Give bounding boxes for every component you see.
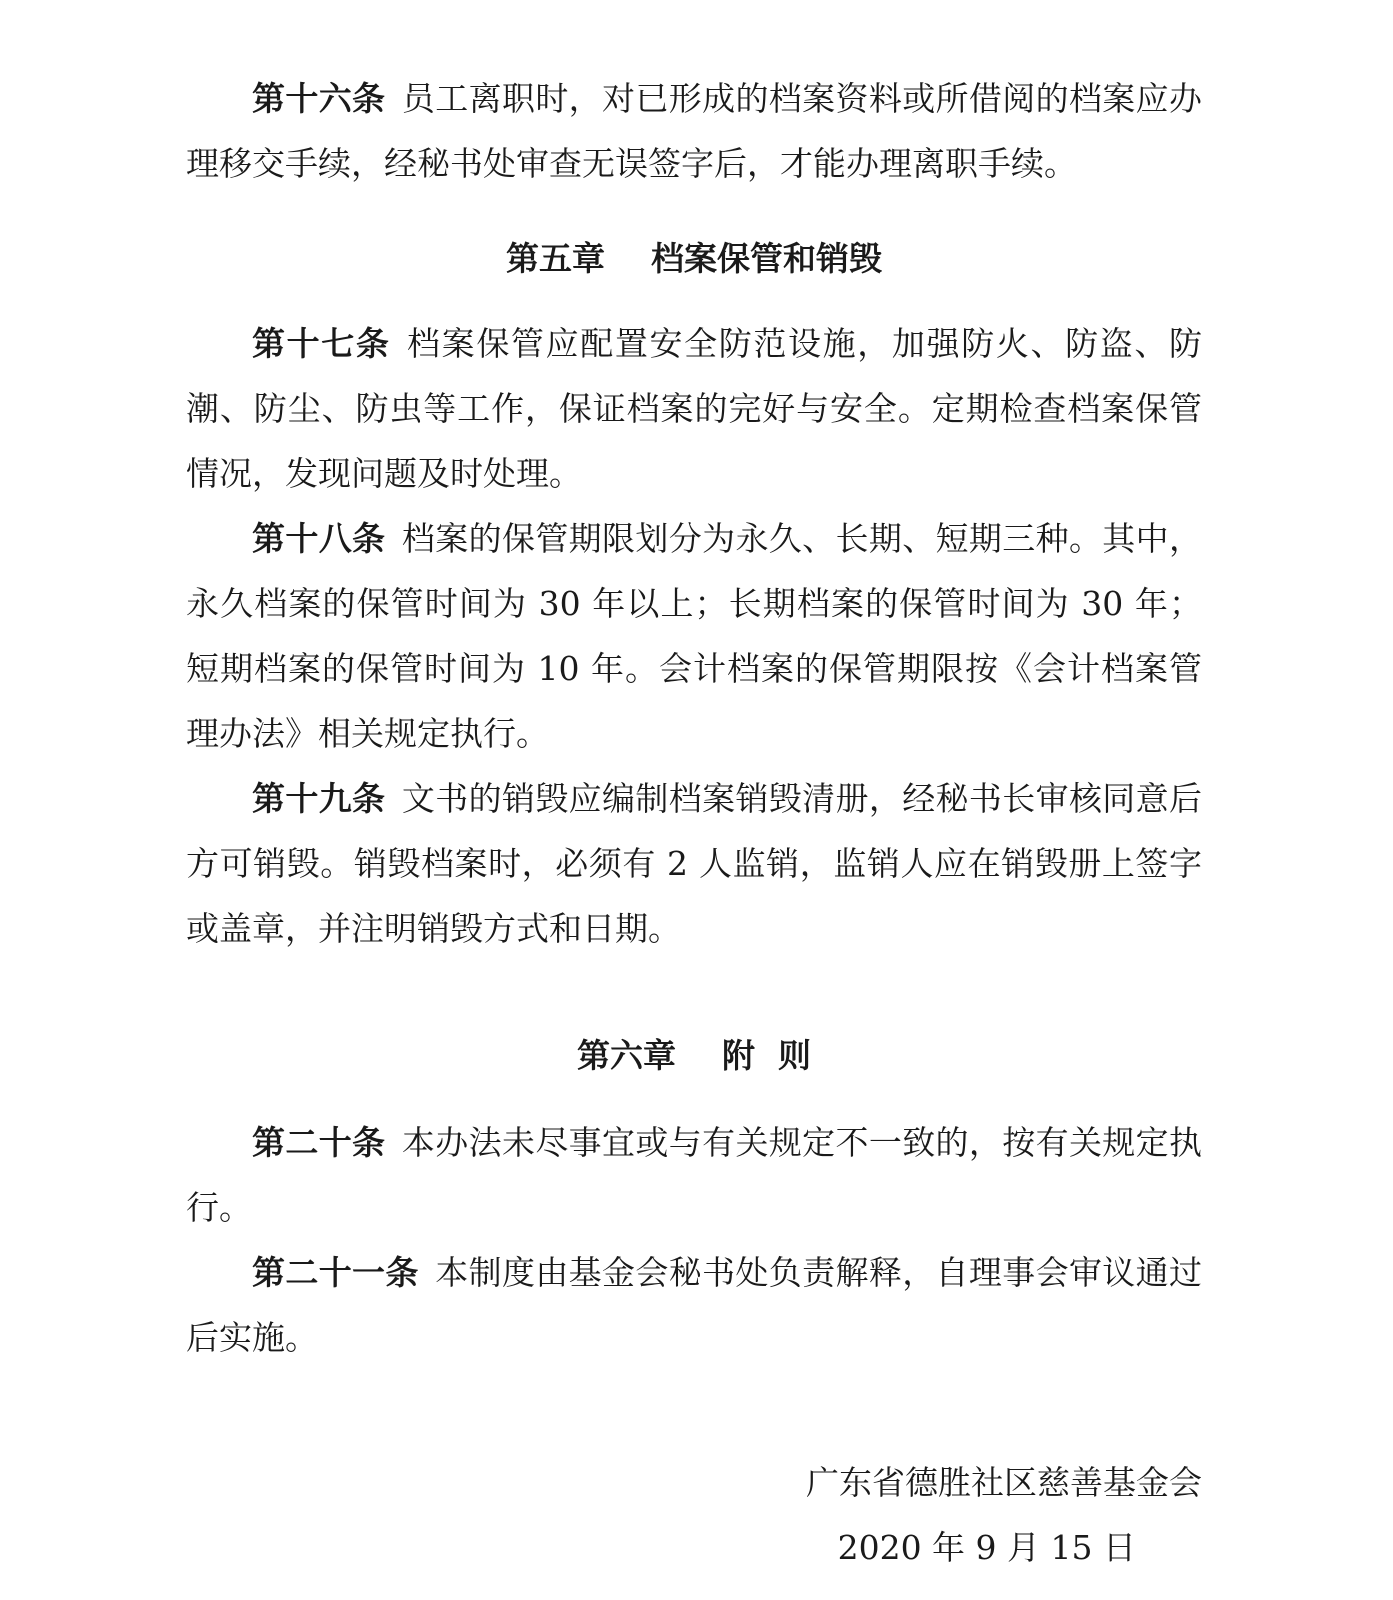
signature-organization: 广东省德胜社区慈善基金会 bbox=[806, 1463, 1202, 1502]
article-number: 第十九条 bbox=[252, 779, 386, 818]
article-number: 第十六条 bbox=[252, 79, 386, 118]
signature-date: 2020 年 9 月 15 日 bbox=[837, 1528, 1136, 1567]
article-number: 第二十一条 bbox=[252, 1253, 419, 1292]
article-number: 第十八条 bbox=[252, 519, 386, 558]
spacer bbox=[186, 1088, 1202, 1110]
spacer bbox=[186, 1370, 1202, 1450]
document-body bbox=[186, 66, 1202, 1580]
chapter-6-heading: 第六章 附 则 bbox=[577, 1036, 811, 1075]
article-number: 第二十条 bbox=[252, 1123, 386, 1162]
spacer bbox=[186, 961, 1202, 1023]
article-number: 第十七条 bbox=[252, 324, 391, 363]
article-text: 员工离职时，对已形成的档案资料或所借阅的档案应办理移交手续，经秘书处审查无误签字后，才能办理离职手续。 bbox=[186, 79, 1203, 183]
article-text: 档案保管应配置安全防范设施，加强防火、防盗、防潮、防尘、防虫等工作，保证档案的完好与安全。定期检查档案保管情况，发现问题及时处理。 bbox=[186, 324, 1203, 493]
article-text: 本制度由基金会秘书处负责解释，自理事会审议通过后实施。 bbox=[186, 1253, 1203, 1357]
article-text: 文书的销毁应编制档案销毁清册，经秘书长审核同意后方可销毁。销毁档案时，必须有 2 人监销，监销人应在销毁册上签字或盖章，并注明销毁方式和日期。 bbox=[186, 779, 1203, 948]
article-18 bbox=[186, 506, 1202, 766]
article-19 bbox=[186, 766, 1202, 961]
article-21 bbox=[186, 1240, 1202, 1370]
spacer bbox=[186, 291, 1202, 311]
article-text: 本办法未尽事宜或与有关规定不一致的，按有关规定执行。 bbox=[186, 1123, 1203, 1227]
article-17 bbox=[186, 311, 1202, 506]
article-text: 档案的保管期限划分为永久、长期、短期三种。其中，永久档案的保管时间为 30 年以上；长期档案的保管时间为 30 年；短期档案的保管时间为 10 年。会计档案的保管期限按《会计档案管理办法》相关规定执行。 bbox=[186, 519, 1203, 753]
spacer bbox=[186, 196, 1202, 226]
chapter-5-heading: 第五章 档案保管和销毁 bbox=[506, 239, 882, 278]
article-20 bbox=[186, 1110, 1202, 1240]
article-16 bbox=[186, 66, 1202, 196]
